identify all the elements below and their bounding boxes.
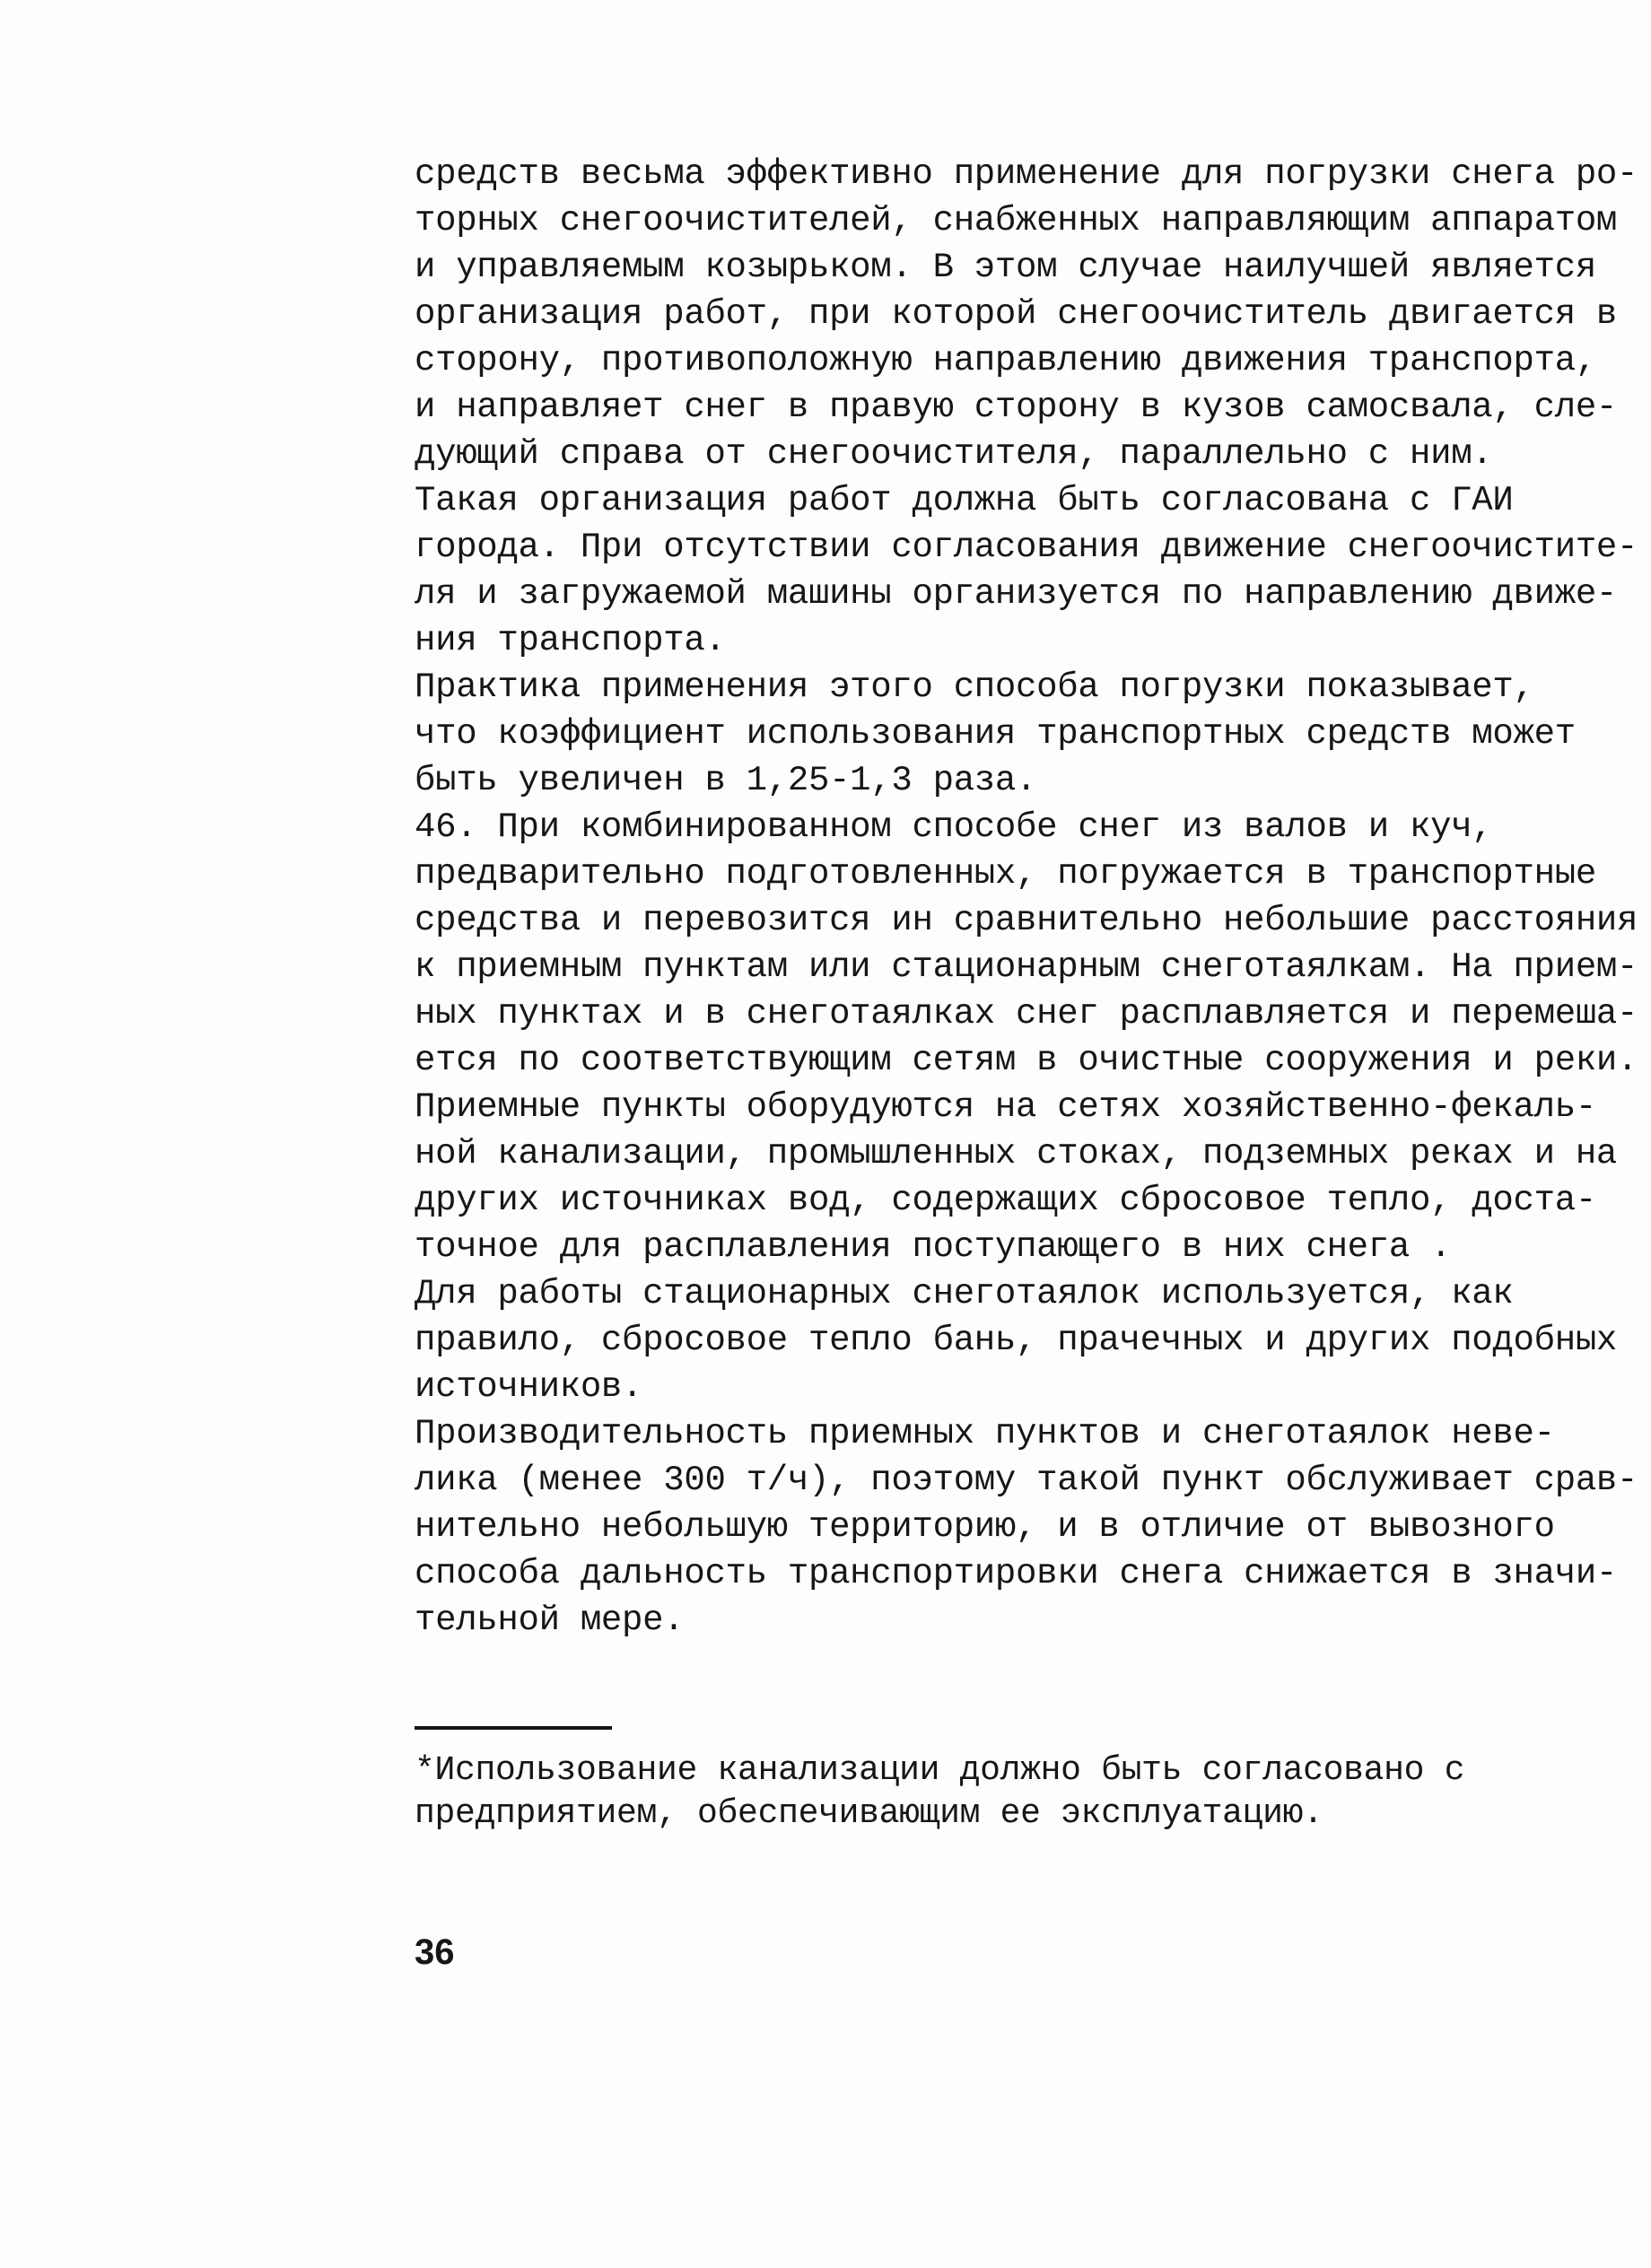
text-line: тельной мере. bbox=[415, 1601, 685, 1640]
text-line: правило, сбросовое тепло бань, прачечных и других подобных bbox=[415, 1321, 1618, 1360]
body-text bbox=[415, 151, 1638, 1644]
page-number: 36 bbox=[415, 1932, 455, 1972]
text-line: точное для расплавления поступающего в них снега . bbox=[415, 1227, 1452, 1267]
text-line: других источниках вод, содержащих сбросовое тепло, доста- bbox=[415, 1181, 1596, 1220]
text-line: дующий справа от снегоочистителя, параллельно с ним. bbox=[415, 434, 1493, 474]
text-line: торных снегоочистителей, снабженных направляющим аппаратом bbox=[415, 201, 1618, 240]
text-line: и направляет снег в правую сторону в кузов самосвала, сле- bbox=[415, 388, 1618, 427]
text-line: 46. При комбинированном способе снег из валов и куч, bbox=[415, 807, 1493, 847]
text-line: быть увеличен в 1,25-1,3 раза. bbox=[415, 761, 1037, 800]
text-line: ной канализации, промышленных стоках, подземных реках и на bbox=[415, 1134, 1618, 1173]
text-line: лика (менее 300 т/ч), поэтому такой пункт обслуживает срав- bbox=[415, 1461, 1638, 1500]
text-line: средства и перевозится ин сравнительно небольшие расстояния bbox=[415, 901, 1638, 940]
text-line: Приемные пункты оборудуются на сетях хозяйственно-фекаль- bbox=[415, 1087, 1596, 1127]
footnote bbox=[415, 1749, 1599, 1836]
text-line: города. При отсутствии согласования движение снегоочистите- bbox=[415, 528, 1638, 567]
text-line: ется по соответствующим сетям в очистные сооружения и реки. bbox=[415, 1041, 1638, 1080]
text-line: что коэффициент использования транспортных средств может bbox=[415, 714, 1576, 754]
text-line: ных пунктах и в снеготаялках снег расплавляется и перемеша- bbox=[415, 994, 1638, 1034]
text-line: средств весьма эффективно применение для погрузки снега ро- bbox=[415, 154, 1638, 194]
text-line: Производительность приемных пунктов и снеготаялок неве- bbox=[415, 1414, 1555, 1453]
text-line: нительно небольшую территорию, и в отличие от вывозного bbox=[415, 1507, 1555, 1547]
footnote-divider bbox=[415, 1726, 612, 1730]
text-line: Практика применения этого способа погрузки показывает, bbox=[415, 667, 1534, 707]
text-line: Такая организация работ должна быть согласована с ГАИ bbox=[415, 481, 1514, 520]
text-line: и управляемым козырьком. В этом случае наилучшей является bbox=[415, 248, 1596, 287]
footnote-line: *Использование канализации должно быть согласовано с bbox=[415, 1751, 1465, 1790]
text-line: организация работ, при которой снегоочиститель двигается в bbox=[415, 294, 1618, 334]
text-line: к приемным пунктам или стационарным снеготаялкам. На прием- bbox=[415, 947, 1638, 987]
text-line: ния транспорта. bbox=[415, 621, 726, 660]
text-line: предварительно подготовленных, погружается в транспортные bbox=[415, 854, 1596, 894]
footnote-line: предприятием, обеспечивающим ее эксплуатацию. bbox=[415, 1794, 1323, 1833]
text-line: сторону, противоположную направлению движения транспорта, bbox=[415, 341, 1596, 380]
text-line: Для работы стационарных снеготаялок используется, как bbox=[415, 1274, 1514, 1313]
text-line: ля и загружаемой машины организуется по направлению движе- bbox=[415, 574, 1618, 614]
text-line: источников. bbox=[415, 1367, 643, 1407]
text-line: способа дальность транспортировки снега снижается в значи- bbox=[415, 1554, 1618, 1593]
